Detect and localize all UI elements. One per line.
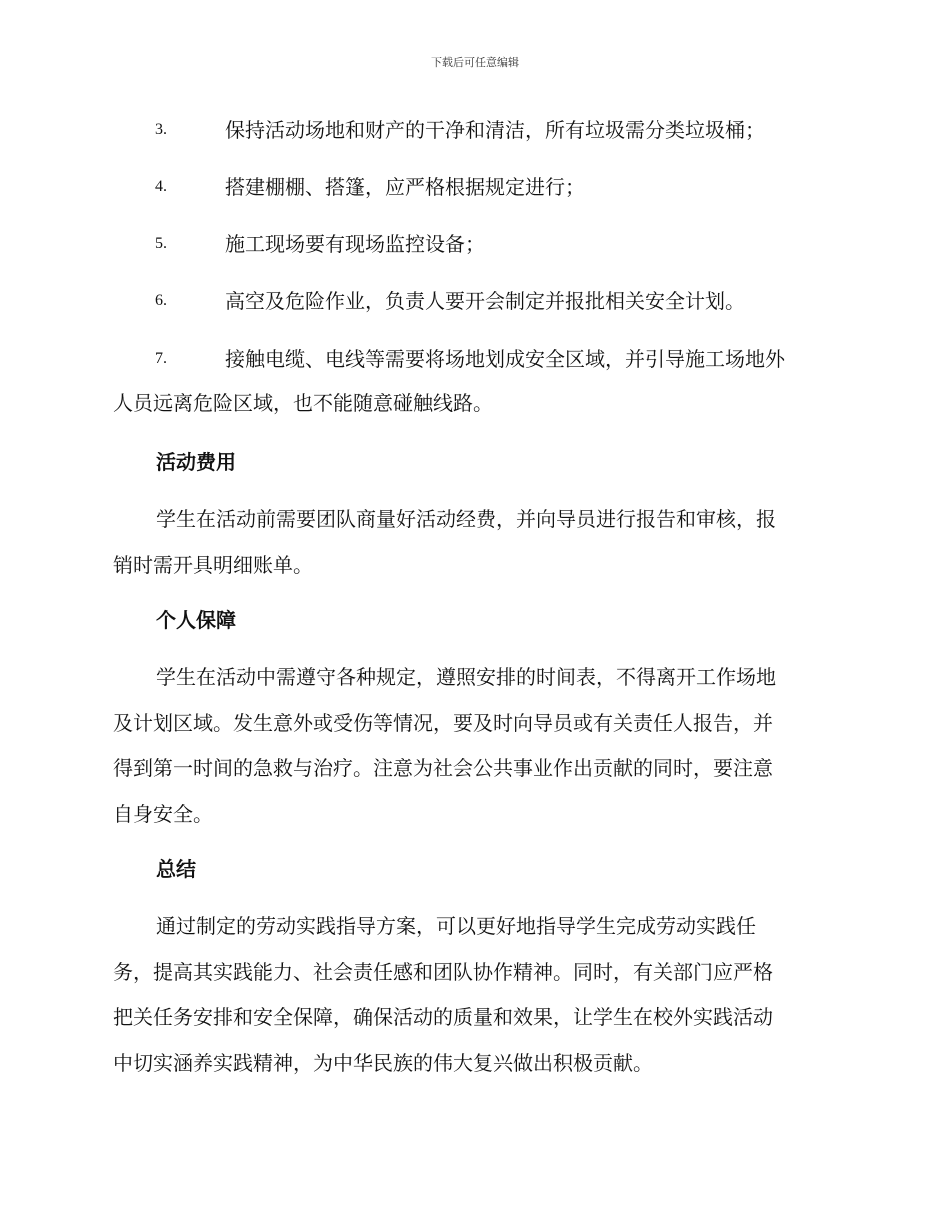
section-paragraph-personal-safety	[113, 655, 833, 837]
paragraph-line: 及计划区域。发生意外或受伤等情况，要及时向导员或有关责任人报告，并	[113, 710, 773, 735]
list-text: 高空及危险作业，负责人要开会制定并报批相关安全计划。	[225, 289, 745, 313]
section-heading-personal-safety: 个人保障	[156, 608, 236, 632]
list-item-5	[113, 222, 833, 266]
list-item-7	[113, 337, 833, 425]
list-text: 搭建棚棚、搭篷，应严格根据规定进行；	[225, 175, 585, 199]
list-item-3	[113, 108, 833, 152]
paragraph-line: 学生在活动中需遵守各种规定，遵照安排的时间表，不得离开工作场地	[156, 665, 776, 689]
list-item-4	[113, 165, 833, 209]
paragraph-line: 自身安全。	[113, 801, 213, 826]
list-item-6	[113, 279, 833, 323]
section-heading-expenses: 活动费用	[156, 450, 236, 474]
paragraph-line: 务，提高其实践能力、社会责任感和团队协作精神。同时，有关部门应严格	[113, 959, 773, 984]
list-text: 施工现场要有现场监控设备；	[225, 232, 485, 256]
list-number: 7.	[155, 350, 167, 367]
list-number: 5.	[155, 235, 167, 252]
section-heading-summary: 总结	[156, 857, 196, 881]
paragraph-line: 把关任务安排和安全保障，确保活动的质量和效果，让学生在校外实践活动	[113, 1005, 773, 1029]
paragraph-line: 学生在活动前需要团队商量好活动经费，并向导员进行报告和审核，报	[156, 507, 776, 531]
section-paragraph-summary	[113, 904, 833, 1086]
paragraph-line: 销时需开具明细账单。	[113, 552, 313, 577]
paragraph-line: 得到第一时间的急救与治疗。注意为社会公共事业作出贡献的同时，要注意	[113, 756, 773, 780]
list-text-continued: 人员远离危险区域，也不能随意碰触线路。	[113, 391, 493, 415]
paragraph-line: 通过制定的劳动实践指导方案，可以更好地指导学生完成劳动实践任	[156, 914, 756, 938]
section-paragraph-expenses	[113, 497, 833, 588]
list-text: 保持活动场地和财产的干净和清洁，所有垃圾需分类垃圾桶；	[225, 118, 765, 142]
paragraph-line: 中切实涵养实践精神，为中华民族的伟大复兴做出积极贡献。	[113, 1050, 653, 1075]
list-number: 4.	[155, 178, 167, 195]
list-number: 6.	[155, 292, 167, 309]
list-text: 接触电缆、电线等需要将场地划成安全区域，并引导施工场地外	[225, 347, 785, 371]
page-header-note: 下载后可任意编辑	[431, 56, 519, 69]
list-number: 3.	[155, 121, 167, 138]
